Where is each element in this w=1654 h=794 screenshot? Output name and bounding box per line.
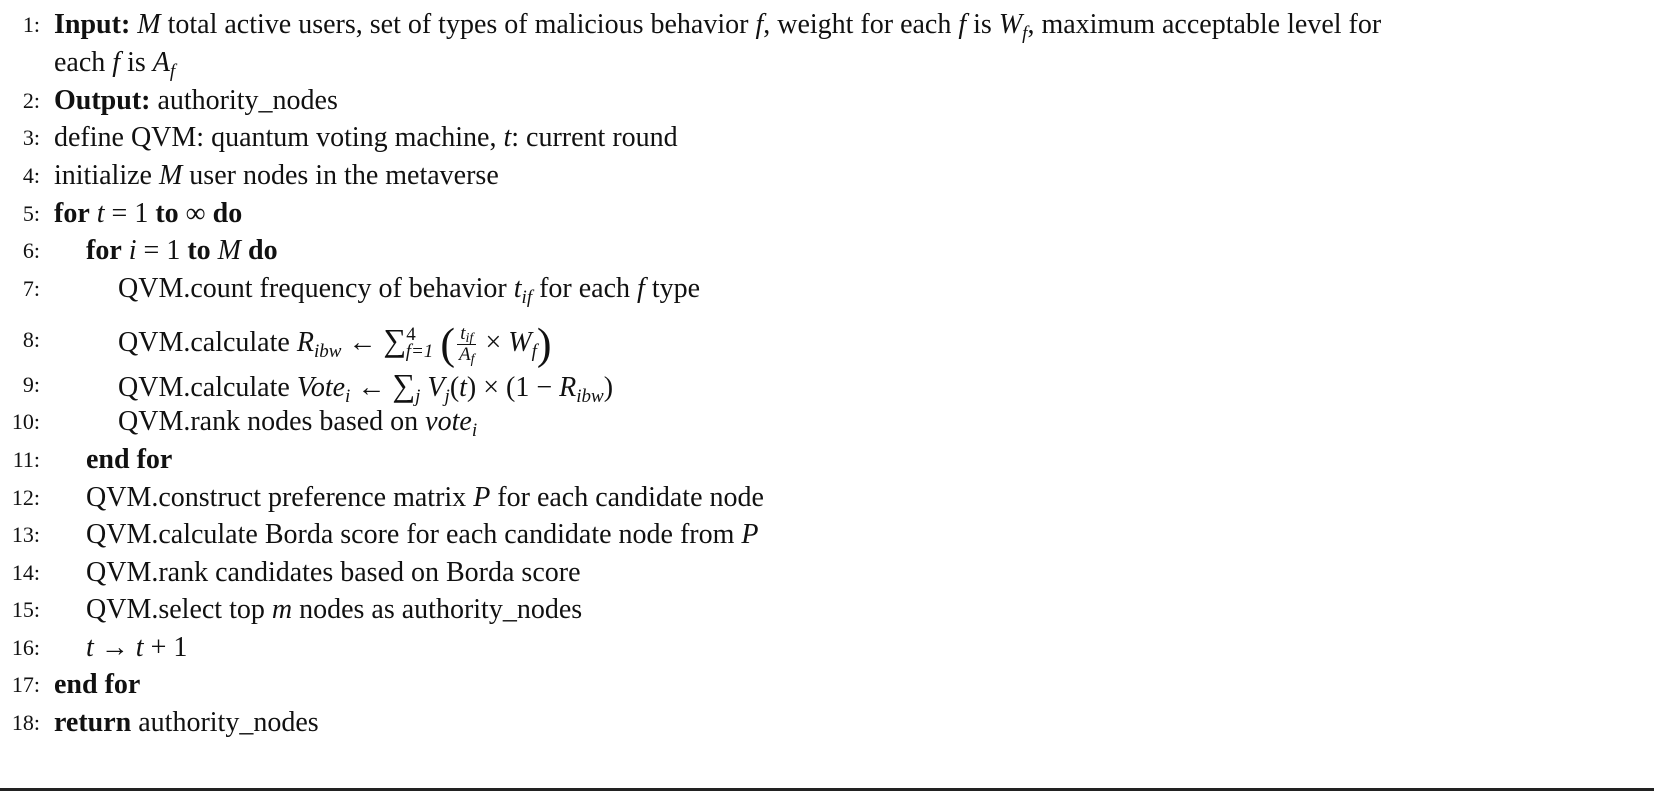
line-content [54,157,499,195]
line-content [54,195,242,233]
text: ( [449,372,460,403]
math-var: P [741,519,759,550]
math-var: M [137,9,161,40]
math-var: f [755,9,764,40]
math-var: f [112,47,121,78]
math-var: t [86,632,94,663]
line-number: 4: [22,163,40,188]
math-var: f [958,9,967,40]
math-var: t [459,372,467,403]
text: : current round [511,122,678,153]
sum-symbol: ∑ [392,367,416,403]
keyword-do: do [248,235,278,266]
line-number: 16: [11,635,40,660]
math-sub: f=1 [405,341,434,362]
text: is [966,9,999,40]
text: , maximum acceptable level for [1027,9,1382,40]
frac-numerator: t [460,323,466,345]
keyword-for: for [54,198,90,229]
line-content [54,82,338,120]
math-var: t [96,198,105,229]
algo-line-7 [0,270,1654,308]
math-var: vote [425,406,472,437]
algo-line-1-continued [0,44,1654,82]
text: QVM.rank nodes based on [118,406,426,437]
text: define QVM: quantum voting machine, [54,122,504,153]
text: type [644,273,701,304]
math-var: m [271,594,293,625]
text: QVM.calculate [118,372,297,403]
line-number: 2: [22,88,40,113]
text: each [54,47,113,78]
line-number: 9: [22,372,40,397]
text: = 1 [104,198,156,229]
line-content [54,44,175,82]
line-content [86,516,758,554]
math-var: W [508,327,532,358]
right-paren: ) [536,319,552,369]
text: QVM.count frequency of behavior [118,273,514,304]
math-var: R [559,372,577,403]
keyword-to: to [155,198,179,229]
line-number: 8: [22,327,40,352]
line-content [86,232,278,270]
algo-line-13 [0,516,1654,554]
algo-line-3 [0,119,1654,157]
algo-line-17 [0,666,1654,704]
line-content [86,591,582,629]
math-sub: ibw [313,341,342,362]
algo-line-15 [0,591,1654,629]
line-content [118,318,552,369]
algo-line-9 [0,366,1654,407]
text: is [120,47,153,78]
text: + 1 [143,632,188,663]
line-content [54,704,319,742]
arrow-symbol: ← [341,327,384,358]
line-number: 10: [11,409,40,434]
line-number: 5: [22,201,40,226]
math-var: M [158,160,183,191]
line-number: 18: [11,710,40,735]
text: for each candidate node [490,482,764,513]
line-number: 7: [22,276,40,301]
algo-line-12 [0,479,1654,517]
math-var: i [128,235,137,266]
text: QVM.calculate Borda score for each candidate node from [86,519,742,550]
line-number: 6: [22,238,40,263]
algo-line-18 [0,704,1654,742]
text: QVM.construct preference matrix [86,482,474,513]
line-number: 13: [11,522,40,547]
math-sub: f [470,352,475,368]
math-var: R [296,327,314,358]
line-content [54,119,678,157]
text: ) [603,372,614,403]
text: authority_nodes [150,85,338,116]
line-number: 3: [22,125,40,150]
times-symbol: × [478,327,509,358]
math-var: Vote [296,372,346,403]
keyword-output: Output: [54,85,151,116]
text: total active users, set of types of malicious behavior [160,9,756,40]
algo-line-5 [0,195,1654,233]
algo-line-11 [0,441,1654,479]
math-sub: if [521,287,533,308]
math-sub: ibw [576,386,604,407]
keyword-to: to [187,235,211,266]
algo-line-1 [0,6,1654,44]
algo-line-2 [0,82,1654,120]
text: QVM.calculate [118,327,297,358]
math-var: f [637,273,645,304]
arrow-symbol: ← [350,372,393,403]
math-var: V [427,372,445,403]
left-paren: ( [440,319,455,369]
math-sub: f [531,341,537,362]
math-var: t [503,122,512,153]
text: user nodes in the metaverse [182,160,499,191]
math-sub: j [415,386,421,407]
math-sub: f [1022,23,1028,44]
text: ∞ [178,198,213,229]
text: , weight for each [763,9,959,40]
algo-line-6 [0,232,1654,270]
algo-line-10 [0,403,1654,441]
line-content: QVM.rank candidates based on Borda score [86,557,581,588]
keyword-do: do [212,198,243,229]
line-content [118,403,477,441]
math-var: t [135,632,144,663]
math-sup: 4 [406,324,416,345]
line-number: 1: [22,12,40,37]
keyword-end-for: end for [54,669,141,700]
frac-denominator: A [458,344,471,366]
text: = 1 [136,235,188,266]
keyword-for: for [86,235,122,266]
line-content [54,6,1381,44]
line-number: 14: [11,560,40,585]
line-number: 12: [11,485,40,510]
keyword-end-for: end for [86,444,173,475]
line-number: 15: [11,597,40,622]
bottom-rule [0,788,1654,791]
algo-line-14 [0,554,1654,592]
math-var: M [217,235,241,266]
line-number: 17: [11,672,40,697]
text: ) × (1 − [466,372,560,403]
keyword-return: return [54,707,132,738]
text: initialize [54,160,159,191]
math-sub: f [169,61,176,82]
math-var: W [998,9,1023,40]
arrow-symbol: → [93,632,136,663]
math-var: t [513,273,522,304]
line-number: 11: [12,447,40,472]
line-content [118,366,613,407]
keyword-input: Input: [54,9,131,40]
text: authority_nodes [131,707,319,738]
line-content [86,479,764,517]
text: nodes as authority_nodes [292,594,583,625]
algo-line-16 [0,629,1654,667]
algo-line-8 [0,318,1654,369]
line-content [118,270,700,308]
fraction [457,323,477,368]
math-sub: if [465,331,474,347]
text: QVM.select top [86,594,272,625]
line-content [86,629,187,667]
math-var: A [152,47,170,78]
math-sub: j [444,386,450,407]
text: for each [532,273,638,304]
math-sub: i [471,420,478,441]
math-sub: i [345,386,351,407]
sum-symbol: ∑ [383,322,407,358]
math-var: P [473,482,491,513]
algo-line-4 [0,157,1654,195]
